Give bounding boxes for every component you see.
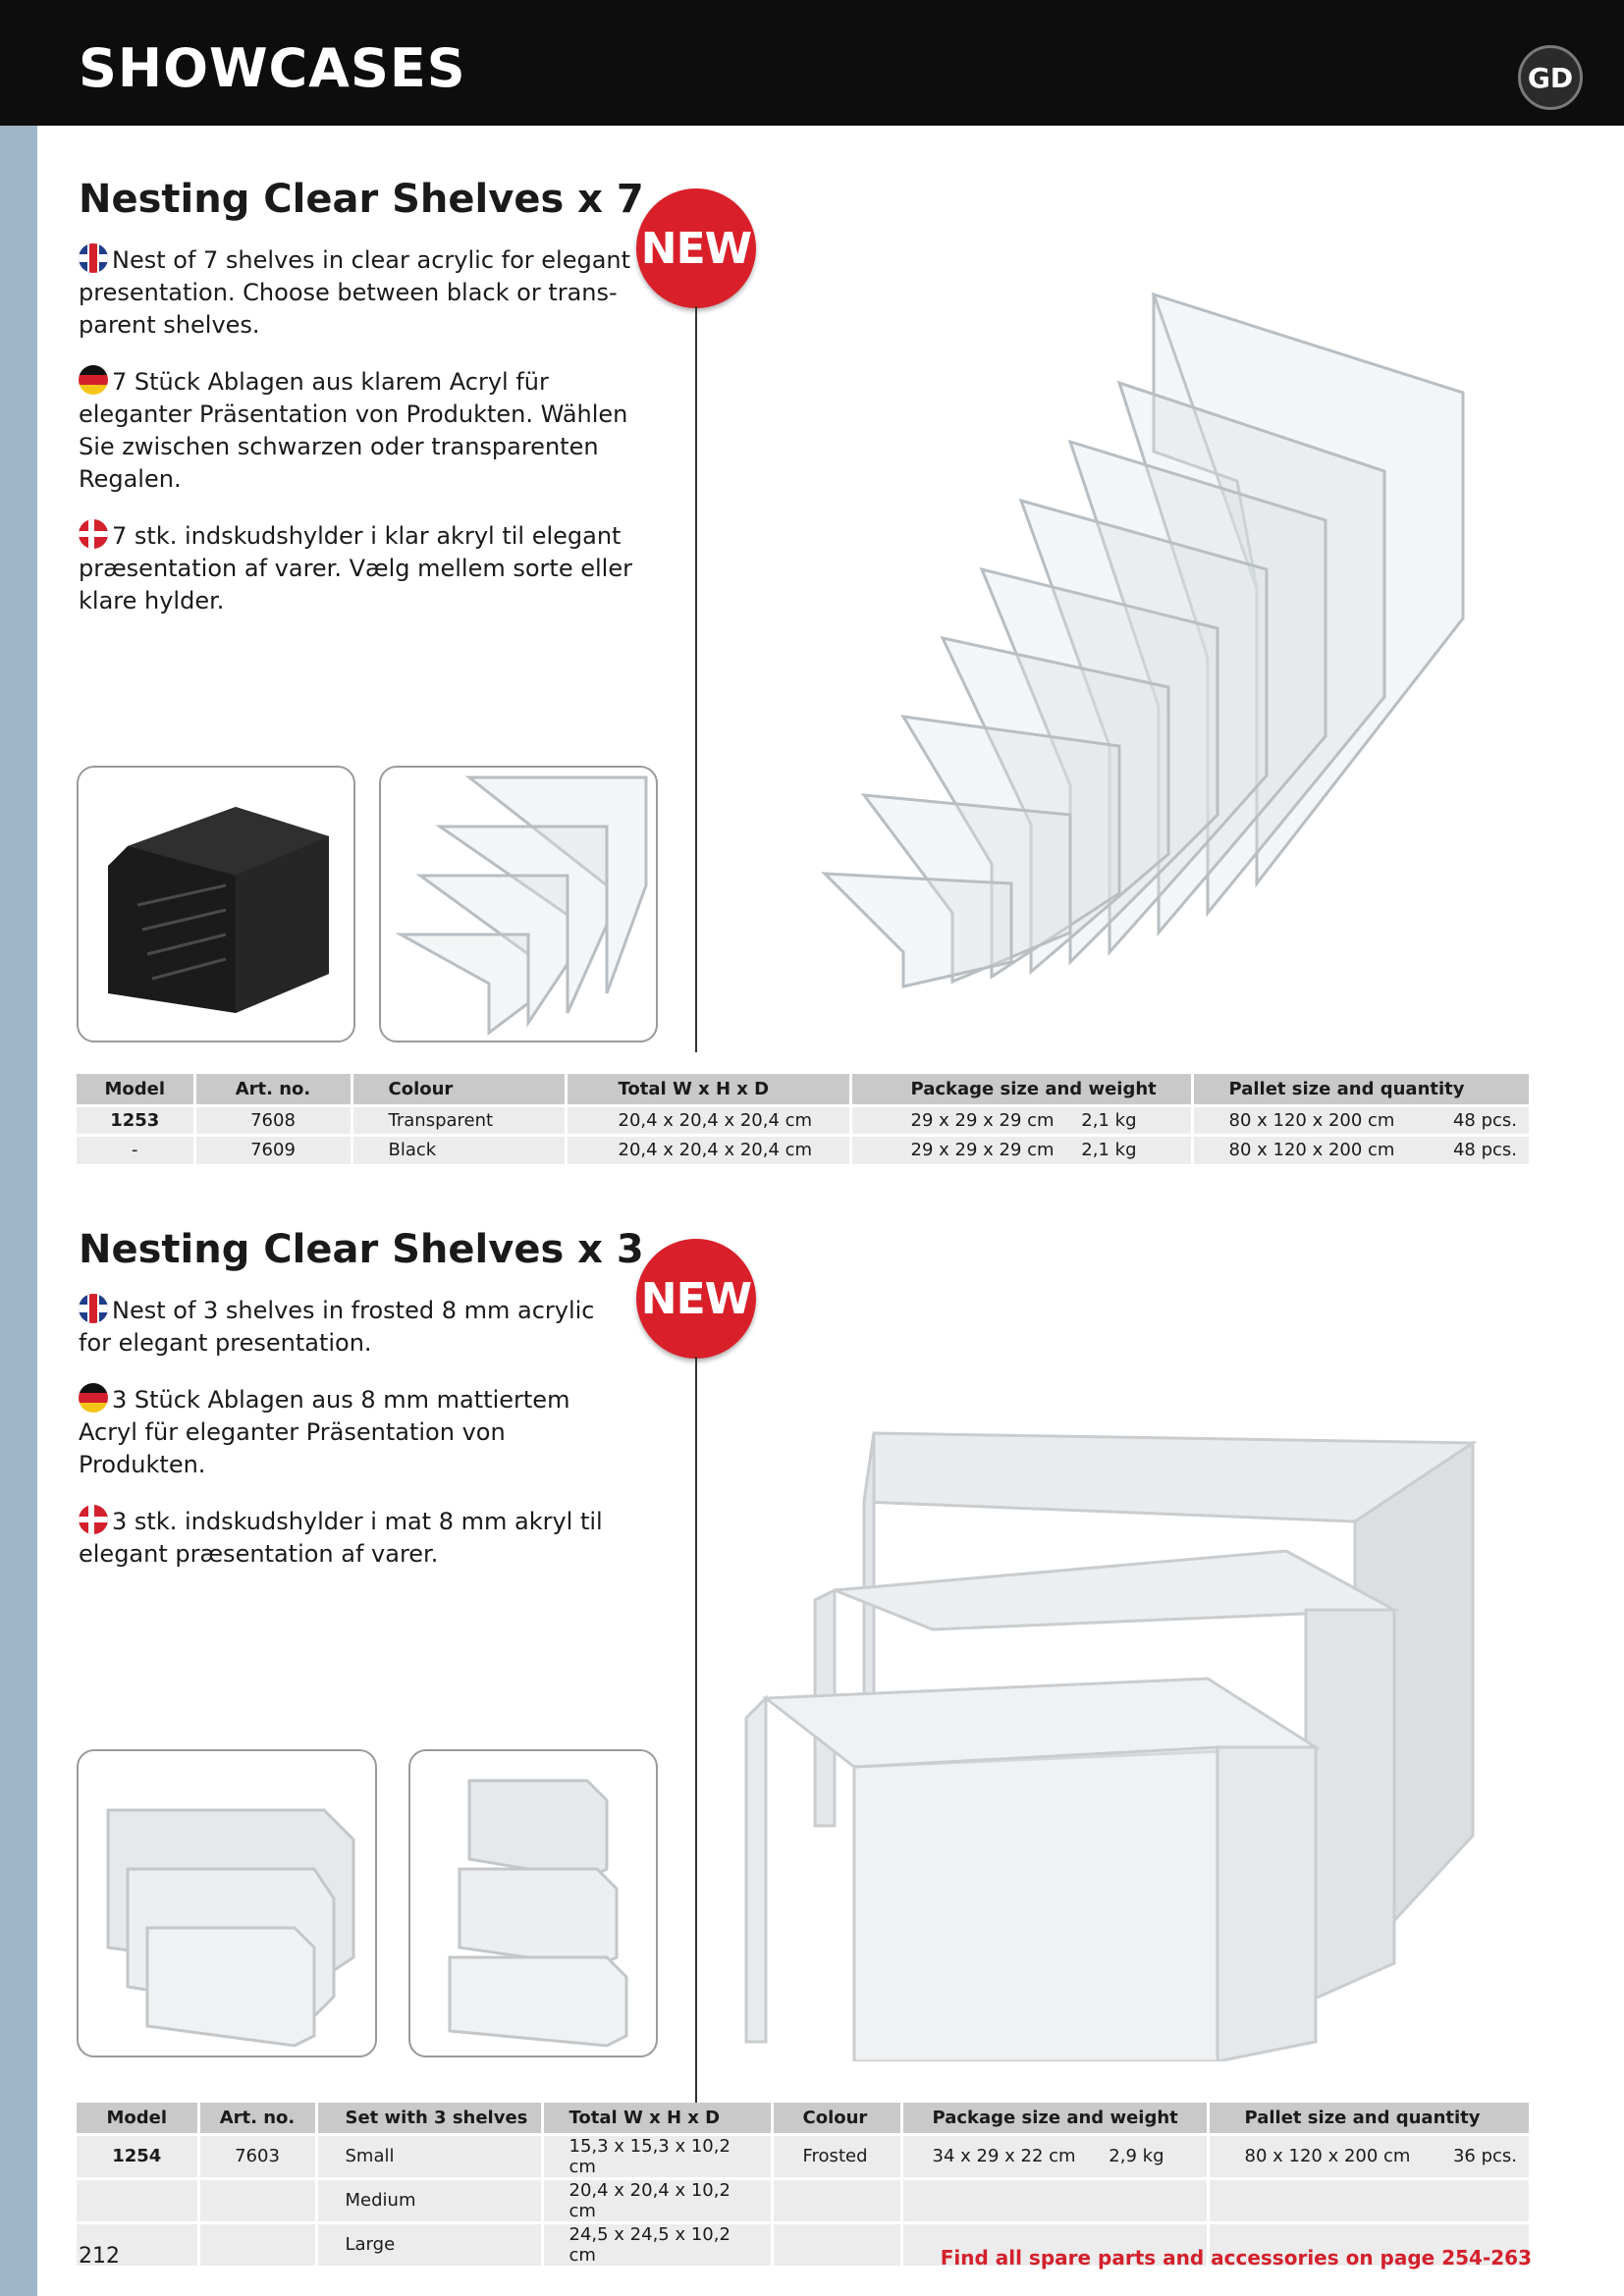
cell-art — [198, 2178, 316, 2222]
product-image-clear-shelves-7 — [776, 285, 1492, 991]
table-row — [77, 1105, 1531, 1135]
table-row — [77, 2178, 1531, 2222]
col-model: Model — [77, 2103, 198, 2134]
cell-pallet: 80 x 120 x 200 cm 48 pcs. — [1192, 1135, 1531, 1164]
cell-model: - — [77, 1135, 194, 1164]
desc-en: Nest of 3 shelves in frosted 8 mm acrylic for elegant presentation. — [79, 1294, 628, 1360]
danish-flag-icon — [79, 519, 108, 549]
cell-pallet: 80 x 120 x 200 cm 48 pcs. — [1192, 1105, 1531, 1135]
cell-art: 7609 — [194, 1135, 352, 1164]
col-total: Total W x H x D — [542, 2103, 772, 2134]
cell-set: Small — [316, 2134, 542, 2178]
cell-set: Large — [316, 2222, 542, 2266]
product-description-2 — [79, 1294, 628, 1594]
uk-flag-icon — [79, 243, 108, 273]
cell-model: 1254 — [77, 2134, 198, 2178]
spec-table-1 — [77, 1074, 1532, 1164]
desc-dk: 7 stk. indskudshylder i klar akryl til elegant præsentation af varer. Vælg mellem sorte eller klare hylder. — [79, 519, 648, 617]
cell-colour — [772, 2178, 901, 2222]
new-badge: NEW — [636, 188, 756, 308]
table-row — [77, 2134, 1531, 2178]
cell-total: 20,4 x 20,4 x 20,4 cm — [566, 1105, 850, 1135]
col-art-no: Art. no. — [198, 2103, 316, 2134]
col-colour: Colour — [352, 1074, 566, 1105]
cell-package: 29 x 29 x 29 cm 2,1 kg — [850, 1135, 1192, 1164]
thumbnail-clear-shelves — [379, 766, 658, 1042]
product-description-1 — [79, 243, 648, 641]
cell-total: 20,4 x 20,4 x 20,4 cm — [566, 1135, 850, 1164]
new-badge: NEW — [636, 1239, 756, 1359]
desc-de: 3 Stück Ablagen aus 8 mm mattiertem Acryl für eleganter Präsentation von Produkten. — [79, 1383, 628, 1481]
cell-colour: Frosted — [772, 2134, 901, 2178]
cell-total: 24,5 x 24,5 x 10,2 cm — [542, 2222, 772, 2266]
cell-pallet: 80 x 120 x 200 cm 36 pcs. — [1208, 2134, 1531, 2178]
footer-note: Find all spare parts and accessories on page 254-263 — [940, 2246, 1532, 2269]
thumbnail-frosted-stack — [408, 1749, 658, 2057]
frosted-side-image — [79, 1751, 375, 2056]
col-pallet: Pallet size and quantity — [1192, 1074, 1531, 1105]
spec-table-2 — [77, 2103, 1532, 2266]
thumbnail-black-shelves — [77, 766, 355, 1042]
cell-art: 7603 — [198, 2134, 316, 2178]
clear-shelves-image — [381, 768, 656, 1041]
table-header-row — [77, 2103, 1531, 2134]
brand-logo — [1518, 45, 1583, 110]
cell-model: 1253 — [77, 1105, 194, 1135]
thumbnail-frosted-side — [77, 1749, 377, 2057]
page-header — [0, 0, 1624, 126]
cell-package: 29 x 29 x 29 cm 2,1 kg — [850, 1105, 1192, 1135]
cell-art: 7608 — [194, 1105, 352, 1135]
desc-dk: 3 stk. indskudshylder i mat 8 mm akryl til elegant præsentation af varer. — [79, 1505, 628, 1571]
frosted-stack-image — [410, 1751, 656, 2056]
cell-colour: Black — [352, 1135, 566, 1164]
desc-en: Nest of 7 shelves in clear acrylic for elegant presentation. Choose between black or trans-parent shelves. — [79, 243, 648, 342]
col-total: Total W x H x D — [566, 1074, 850, 1105]
col-set: Set with 3 shelves — [316, 2103, 542, 2134]
cell-colour — [772, 2222, 901, 2266]
desc-de: 7 Stück Ablagen aus klarem Acryl für eleganter Präsentation von Produkten. Wählen Sie zwischen schwarzen oder transparenten Regalen. — [79, 365, 648, 496]
cell-art — [198, 2222, 316, 2266]
cell-model — [77, 2178, 198, 2222]
product-title-1: Nesting Clear Shelves x 7 — [79, 177, 644, 222]
col-colour: Colour — [772, 2103, 901, 2134]
table-row — [77, 1135, 1531, 1164]
black-shelves-image — [79, 768, 353, 1041]
cell-package — [901, 2178, 1208, 2222]
col-model: Model — [77, 1074, 194, 1105]
cell-total: 20,4 x 20,4 x 10,2 cm — [542, 2178, 772, 2222]
col-package: Package size and weight — [850, 1074, 1192, 1105]
cell-set: Medium — [316, 2178, 542, 2222]
table-header-row — [77, 1074, 1531, 1105]
cell-package: 34 x 29 x 22 cm 2,9 kg — [901, 2134, 1208, 2178]
cell-colour: Transparent — [352, 1105, 566, 1135]
german-flag-icon — [79, 1383, 108, 1413]
badge-divider-line — [695, 1357, 697, 2103]
section-title: SHOWCASES — [79, 37, 466, 99]
german-flag-icon — [79, 365, 108, 395]
col-pallet: Pallet size and quantity — [1208, 2103, 1531, 2134]
badge-divider-line — [695, 306, 697, 1052]
uk-flag-icon — [79, 1294, 108, 1323]
cell-total: 15,3 x 15,3 x 10,2 cm — [542, 2134, 772, 2178]
col-package: Package size and weight — [901, 2103, 1208, 2134]
page-number: 212 — [79, 2244, 120, 2269]
product-title-2: Nesting Clear Shelves x 3 — [79, 1227, 644, 1272]
cell-pallet — [1208, 2178, 1531, 2222]
danish-flag-icon — [79, 1505, 108, 1534]
logo-text: GD — [1527, 62, 1574, 94]
product-image-frosted-shelves-3 — [727, 1414, 1502, 2061]
side-accent-bar — [0, 126, 37, 2296]
col-art-no: Art. no. — [194, 1074, 352, 1105]
